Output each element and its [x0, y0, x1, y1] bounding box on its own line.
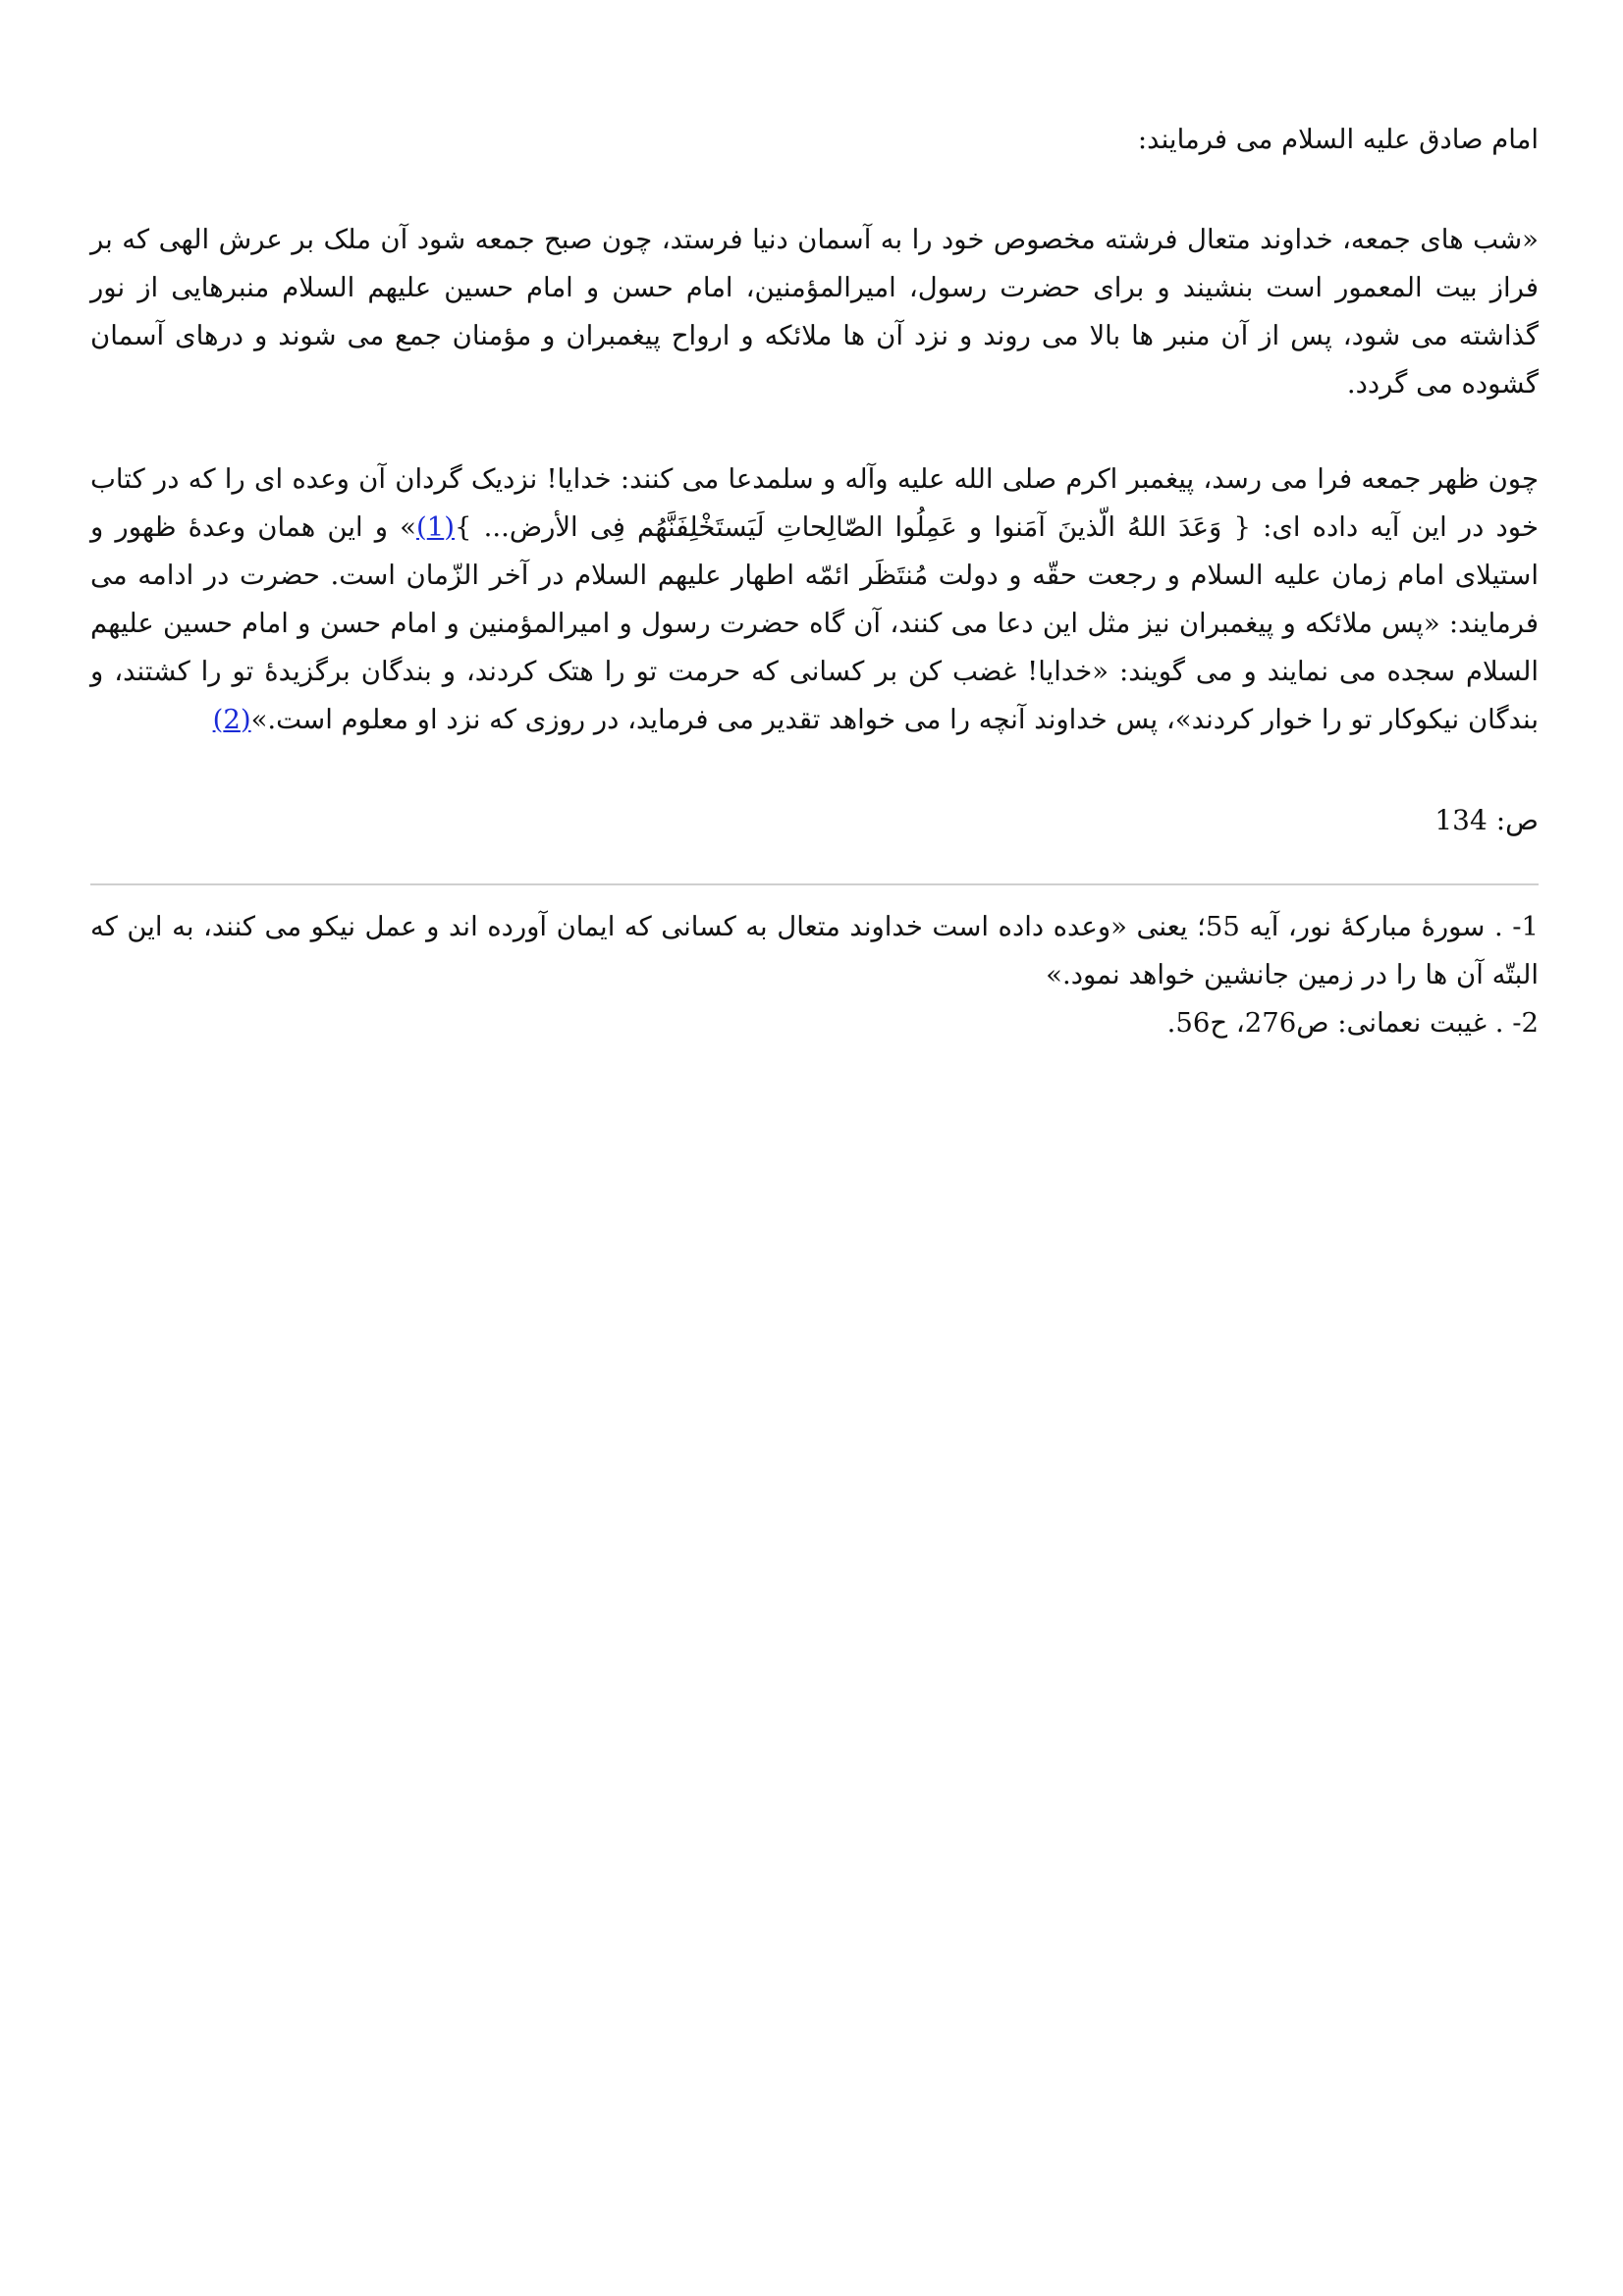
footnote-1: 1- . سورهٔ مبارکهٔ نور، آیه 55؛ یعنی «وعده داده است خداوند متعال به کسانی که ایمان آورده اند و عمل نیکو می کنند، به این که البتّه آن ها را در زمین جانشین خواهد نمود.» — [90, 911, 1539, 990]
footnote-2: 2- . غیبت نعمانی: ص276، ح56. — [1166, 1007, 1539, 1039]
paragraph-2-part-1: چون ظهر جمعه فرا می رسد، پیغمبر اکرم صلی الله علیه وآله و سلمدعا می کنند: خدایا! نزدیک گردان آن وعده ای را که در کتاب خود در این آیه داده ای: { وَعَدَ اللهُ الّذینَ آمَنوا و عَمِلُوا الصّالِحاتِ لَیَستَخْلِفَنَّهُم فِی الأرض... } — [90, 463, 1539, 543]
page-number: ص: 134 — [1434, 804, 1539, 836]
paragraph-2-part-2: » و این همان وعدهٔ ظهور و استیلای امام زمان علیه السلام و رجعت حقّه و دولت مُنتَظَر ائمّه اطهار علیهم السلام در آخر الزّمان است. حضرت در ادامه می فرمایند: «پس ملائکه و پیغمبران نیز مثل این دعا می کنند، آن گاه حضرت رسول و امیرالمؤمنین و امام حسن و امام حسین علیهم السلام سجده می نمایند و می گویند: «خدایا! غضب کن بر کسانی که حرمت تو را هتک کردند، و بندگان برگزیدهٔ تو را کشتند، و بندگان نیکوکار تو را خوار کردند»، پس خداوند آنچه را می خواهد تقدیر می فرماید، در روزی که نزد او معلوم است.» — [90, 511, 1539, 735]
paragraph-1: «شب های جمعه، خداوند متعال فرشته مخصوص خود را به آسمان دنیا فرستد، چون صبح جمعه شود آن ملک بر عرش الهی که بر فراز بیت المعمور است بنشیند و برای حضرت رسول، امیرالمؤمنین، امام حسن و امام حسین علیهم السلام منبرهایی از نور گذاشته می شود، پس از آن منبر ها بالا می روند و نزد آن ها ملائکه و ارواح پیغمبران و مؤمنان جمع می شوند و درهای آسمان گشوده می گردد. — [90, 224, 1539, 400]
footnotes-section — [90, 903, 1539, 1047]
footnote-link-2[interactable]: (2) — [212, 704, 251, 735]
footnote-link-1[interactable]: (1) — [416, 511, 455, 543]
paragraph-2 — [90, 455, 1539, 744]
intro-line: امام صادق علیه السلام می فرمایند: — [1137, 124, 1539, 155]
footnote-divider — [90, 883, 1539, 885]
